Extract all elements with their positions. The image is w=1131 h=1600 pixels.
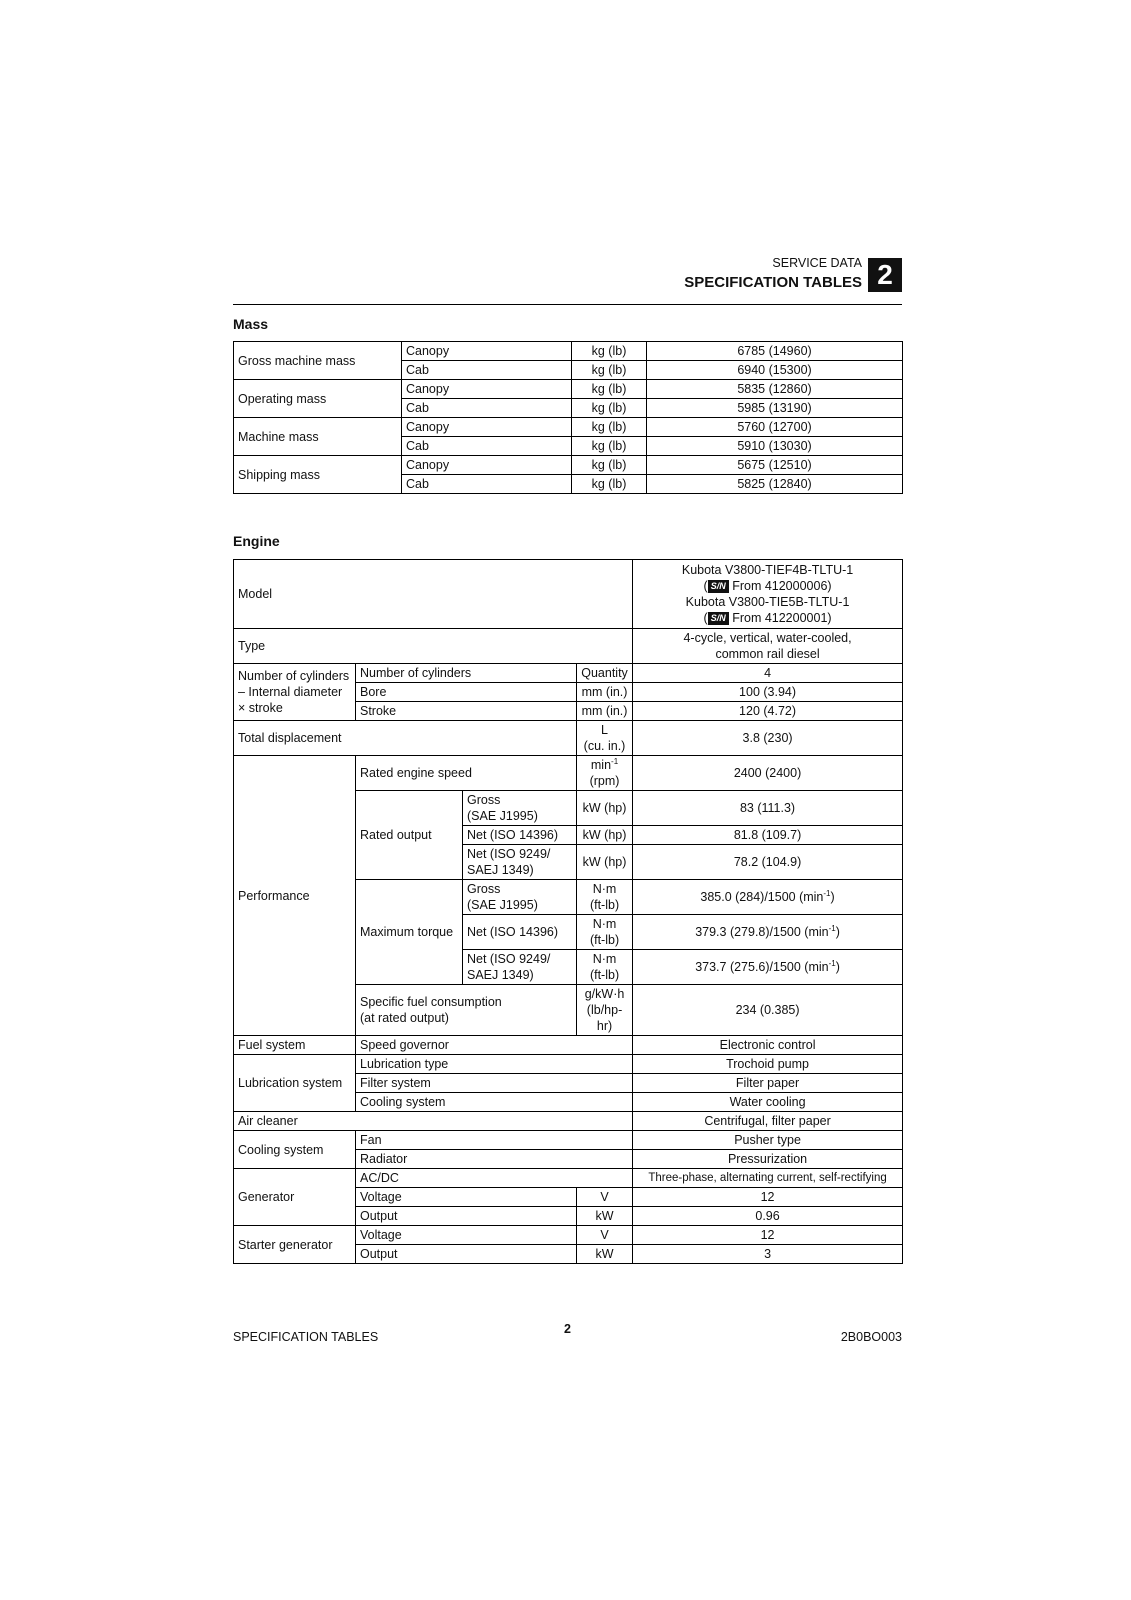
- row-label: Lubrication system: [234, 1055, 356, 1112]
- value-cell: Pressurization: [633, 1150, 903, 1169]
- item-label: Voltage: [356, 1226, 577, 1245]
- unit-cell: kg (lb): [572, 475, 647, 494]
- unit-cell: kg (lb): [572, 361, 647, 380]
- item-label: Radiator: [356, 1150, 633, 1169]
- item-label: Rated output: [356, 791, 463, 880]
- engine-section-title: Engine: [233, 533, 280, 549]
- unit-cell: V: [577, 1188, 633, 1207]
- unit-cell: kW (hp): [577, 826, 633, 845]
- mass-table: [233, 341, 903, 494]
- value-cell: 83 (111.3): [633, 791, 903, 826]
- value-cell: 0.96: [633, 1207, 903, 1226]
- row-label: Gross machine mass: [234, 342, 402, 380]
- page-number: 2: [564, 1322, 571, 1336]
- unit-cell: g/kW·h (lb/hp-hr): [577, 985, 633, 1036]
- item-label: Stroke: [356, 702, 577, 721]
- value-cell: 12: [633, 1188, 903, 1207]
- value-cell: 5825 (12840): [647, 475, 903, 494]
- table-row: [234, 1169, 903, 1188]
- table-row: [234, 456, 903, 475]
- table-row: [234, 721, 903, 756]
- row-label: Fuel system: [234, 1036, 356, 1055]
- table-row: [234, 1055, 903, 1074]
- value-cell: 5910 (13030): [647, 437, 903, 456]
- item-label: Rated engine speed: [356, 756, 577, 791]
- standard-label: Net (ISO 14396): [463, 826, 577, 845]
- variant-label: Cab: [402, 399, 572, 418]
- value-cell: 4: [633, 664, 903, 683]
- table-row: [234, 664, 903, 683]
- mass-section-title: Mass: [233, 316, 269, 332]
- value-cell: Pusher type: [633, 1131, 903, 1150]
- unit-cell: kg (lb): [572, 342, 647, 361]
- value-cell: 3: [633, 1245, 903, 1264]
- row-label: Total displacement: [234, 721, 577, 756]
- standard-label: Gross (SAE J1995): [463, 880, 577, 915]
- unit-cell: kg (lb): [572, 399, 647, 418]
- unit-cell: kW (hp): [577, 845, 633, 880]
- unit-cell: kW (hp): [577, 791, 633, 826]
- model-serial-line: ( S/N From 412000006): [703, 579, 832, 593]
- variant-label: Canopy: [402, 342, 572, 361]
- value-cell: 4-cycle, vertical, water-cooled, common rail diesel: [633, 629, 903, 664]
- model-value: [633, 560, 903, 629]
- variant-label: Canopy: [402, 380, 572, 399]
- unit-cell: N·m (ft-lb): [577, 880, 633, 915]
- value-cell: Centrifugal, filter paper: [633, 1112, 903, 1131]
- unit-cell: L (cu. in.): [577, 721, 633, 756]
- unit-cell: kg (lb): [572, 380, 647, 399]
- section-name: SERVICE DATA: [772, 256, 862, 270]
- value-cell: Filter paper: [633, 1074, 903, 1093]
- unit-cell: $\min^{-1}$ (rpm): [577, 756, 633, 791]
- unit-cell: kW: [577, 1207, 633, 1226]
- row-label: Generator: [234, 1169, 356, 1226]
- document-code: 2B0BO003: [840, 1330, 902, 1344]
- row-label: Starter generator: [234, 1226, 356, 1264]
- row-label: Air cleaner: [234, 1112, 633, 1131]
- header-text: [684, 256, 862, 293]
- variant-label: Canopy: [402, 456, 572, 475]
- value-cell: 3.8 (230): [633, 721, 903, 756]
- unit-cell: mm (in.): [577, 702, 633, 721]
- table-row: [234, 418, 903, 437]
- value-cell: 78.2 (104.9): [633, 845, 903, 880]
- item-label: Specific fuel consumption (at rated output): [356, 985, 577, 1036]
- variant-label: Canopy: [402, 418, 572, 437]
- standard-label: Gross (SAE J1995): [463, 791, 577, 826]
- table-row: [234, 380, 903, 399]
- table-row: [234, 342, 903, 361]
- value-cell: Three-phase, alternating current, self-rectifying: [633, 1169, 903, 1188]
- engine-table: [233, 559, 903, 1264]
- value-cell: Water cooling: [633, 1093, 903, 1112]
- model-line: Kubota V3800-TIEF4B-TLTU-1: [681, 563, 854, 577]
- table-row: [234, 1036, 903, 1055]
- row-label: Cooling system: [234, 1131, 356, 1169]
- value-cell: 385.0 (284)/1500 $(\min^{-1})$: [633, 880, 903, 915]
- row-label: Operating mass: [234, 380, 402, 418]
- model-serial-line: ( S/N From 412200001): [703, 611, 832, 625]
- item-label: Maximum torque: [356, 880, 463, 985]
- unit-cell: kW: [577, 1245, 633, 1264]
- row-label: Machine mass: [234, 418, 402, 456]
- value-cell: Trochoid pump: [633, 1055, 903, 1074]
- value-cell: 5985 (13190): [647, 399, 903, 418]
- serial-number-icon: S/N: [708, 612, 729, 625]
- unit-cell: Quantity: [577, 664, 633, 683]
- value-cell: 120 (4.72): [633, 702, 903, 721]
- chapter-number-badge: 2: [868, 258, 902, 292]
- row-label: Shipping mass: [234, 456, 402, 494]
- unit-cell: kg (lb): [572, 456, 647, 475]
- unit-cell: kg (lb): [572, 418, 647, 437]
- page-header: [233, 256, 902, 305]
- item-label: AC/DC: [356, 1169, 633, 1188]
- table-row: [234, 756, 903, 791]
- table-row: [234, 629, 903, 664]
- row-label: Type: [234, 629, 633, 664]
- row-label: Number of cylinders – Internal diameter × stroke: [234, 664, 356, 721]
- table-row: [234, 1112, 903, 1131]
- item-label: Fan: [356, 1131, 633, 1150]
- value-cell: 5760 (12700): [647, 418, 903, 437]
- model-line: Kubota V3800-TIE5B-TLTU-1: [685, 595, 850, 609]
- item-label: Bore: [356, 683, 577, 702]
- variant-label: Cab: [402, 475, 572, 494]
- unit-cell: mm (in.): [577, 683, 633, 702]
- value-cell: 2400 (2400): [633, 756, 903, 791]
- value-cell: 6940 (15300): [647, 361, 903, 380]
- value-cell: 234 (0.385): [633, 985, 903, 1036]
- item-label: Lubrication type: [356, 1055, 633, 1074]
- page-title: SPECIFICATION TABLES: [684, 274, 862, 291]
- item-label: Output: [356, 1245, 577, 1264]
- serial-number-icon: S/N: [708, 580, 729, 593]
- value-cell: 6785 (14960): [647, 342, 903, 361]
- value-cell: 379.3 (279.8)/1500 $(\min^{-1})$: [633, 915, 903, 950]
- row-label: Performance: [234, 756, 356, 1036]
- value-cell: 81.8 (109.7): [633, 826, 903, 845]
- unit-cell: N·m (ft-lb): [577, 950, 633, 985]
- value-cell: 5675 (12510): [647, 456, 903, 475]
- value-cell: 373.7 (275.6)/1500 $(\min^{-1})$: [633, 950, 903, 985]
- item-label: Cooling system: [356, 1093, 633, 1112]
- table-row: [234, 1226, 903, 1245]
- row-label: Model: [234, 560, 633, 629]
- item-label: Speed governor: [356, 1036, 633, 1055]
- variant-label: Cab: [402, 437, 572, 456]
- value-cell: 100 (3.94): [633, 683, 903, 702]
- item-label: Voltage: [356, 1188, 577, 1207]
- standard-label: Net (ISO 14396): [463, 915, 577, 950]
- unit-cell: kg (lb): [572, 437, 647, 456]
- unit-cell: N·m (ft-lb): [577, 915, 633, 950]
- variant-label: Cab: [402, 361, 572, 380]
- unit-cell: V: [577, 1226, 633, 1245]
- table-row: [234, 560, 903, 629]
- standard-label: Net (ISO 9249/ SAEJ 1349): [463, 950, 577, 985]
- value-cell: Electronic control: [633, 1036, 903, 1055]
- item-label: Number of cylinders: [356, 664, 577, 683]
- value-cell: 5835 (12860): [647, 380, 903, 399]
- table-row: [234, 1131, 903, 1150]
- footer-title: SPECIFICATION TABLES: [233, 1330, 379, 1344]
- value-cell: 12: [633, 1226, 903, 1245]
- standard-label: Net (ISO 9249/ SAEJ 1349): [463, 845, 577, 880]
- item-label: Output: [356, 1207, 577, 1226]
- item-label: Filter system: [356, 1074, 633, 1093]
